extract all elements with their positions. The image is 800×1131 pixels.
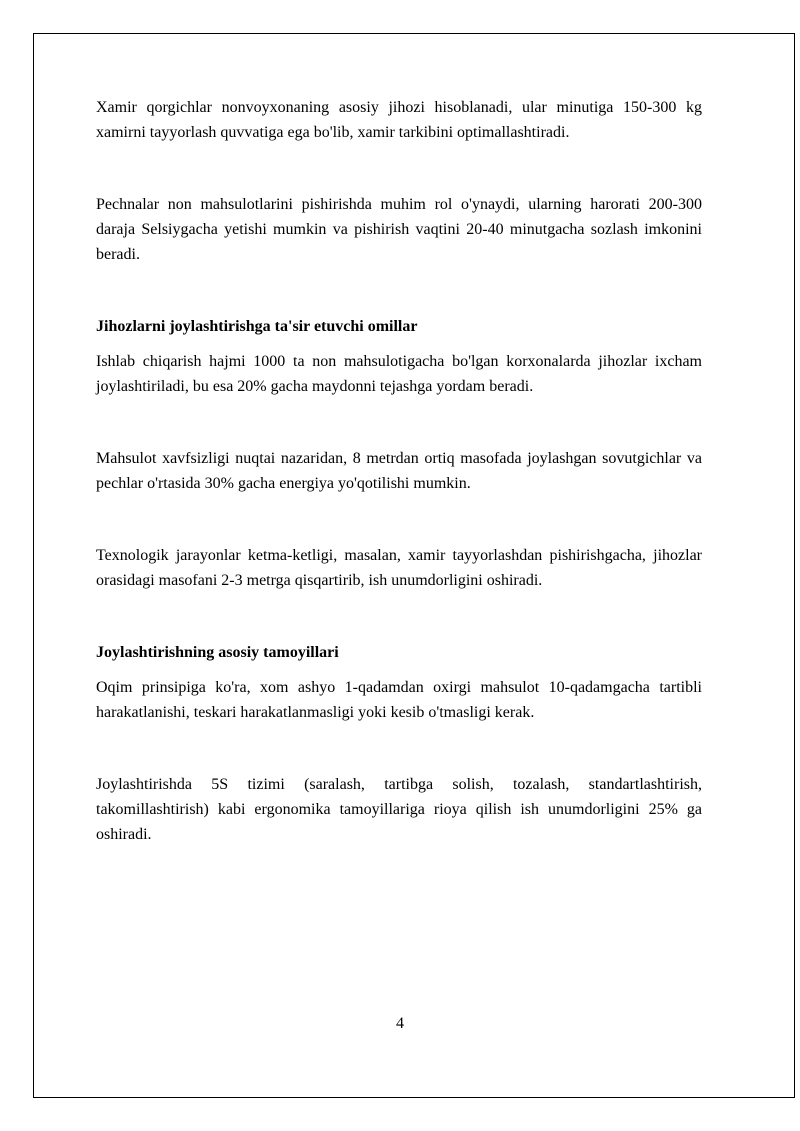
section-heading-principles: Joylashtirishning asosiy tamoyillari [96,644,339,661]
paragraph-dough-mixers: Xamir qorgichlar nonvoyxonaning asosiy jihozi hisoblanadi, ular minutiga 150-300 kg xamirni tayyorlash quvvatiga ega bo'lib, xamir tarkibini optimallashtiradi. [96,99,702,141]
paragraph-gap [96,267,702,314]
paragraph-production-volume: Ishlab chiqarish hajmi 1000 ta non mahsulotigacha bo'lgan korxonalarda jihozlar ixcham joylashtiriladi, bu esa 20% gacha maydonni tejashga yordam beradi. [96,353,702,395]
paragraph-gap [96,593,702,640]
paragraph-gap [96,145,702,192]
paragraph-gap [96,725,702,772]
heading-gap [96,339,702,349]
paragraph-product-safety: Mahsulot xavfsizligi nuqtai nazaridan, 8 metrdan ortiq masofada joylashgan sovutgichlar va pechlar o'rtasida 30% gacha energiya yo'qotilishi mumkin. [96,450,702,492]
paragraph-gap [96,399,702,446]
paragraph-5s-system: Joylashtirishda 5S tizimi (saralash, tartibga solish, tozalash, standartlashtirish, takomillashtirish) kabi ergonomika tamoyillariga rioya qilish ish unumdorligini 25% ga oshiradi. [96,776,702,843]
paragraph-flow-principle: Oqim prinsipiga ko'ra, xom ashyo 1-qadamdan oxirgi mahsulot 10-qadamgacha tartibli harakatlanishi, teskari harakatlanmasligi yoki kesib o'tmasligi kerak. [96,679,702,721]
page-number: 4 [396,1015,404,1032]
paragraph-gap [96,496,702,543]
paragraph-ovens: Pechnalar non mahsulotlarini pishirishda muhim rol o'ynaydi, ularning harorati 200-300 daraja Selsiygacha yetishi mumkin va pishirish vaqtini 20-40 minutgacha sozlash imkonini beradi. [96,196,702,263]
page-content [96,95,702,847]
heading-gap [96,665,702,675]
section-heading-factors: Jihozlarni joylashtirishga ta'sir etuvchi omillar [96,318,418,335]
paragraph-process-sequence: Texnologik jarayonlar ketma-ketligi, masalan, xamir tayyorlashdan pishirishgacha, jihozlar orasidagi masofani 2-3 metrga qisqartirib, ish unumdorligini oshiradi. [96,547,702,589]
